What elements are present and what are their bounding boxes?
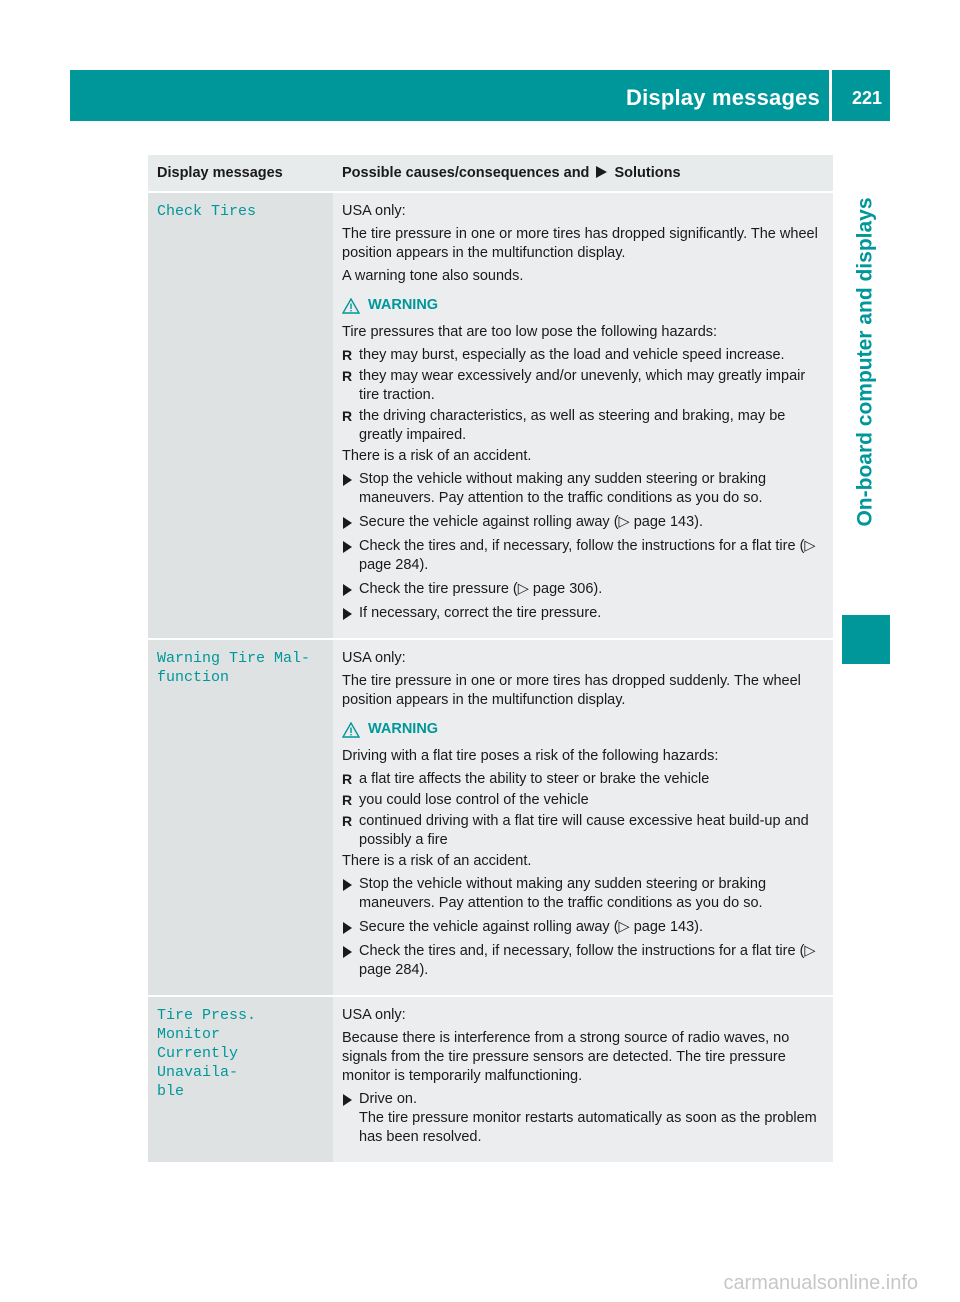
watermark: carmanualsonline.info [723, 1272, 918, 1294]
page-title: Display messages [626, 85, 820, 110]
page-number: 221 [851, 88, 882, 108]
table-row [148, 640, 833, 995]
step-arrow-icon [343, 584, 352, 596]
message-description: USA only: The tire pressure in one or more tires has dropped suddenly. The wheel position appears in the multifunction display. WARNING Driving with a flat tire poses a risk of the following hazards: R a flat tire affects the ability to steer or brake the vehicle R you could lose control of the vehicle R continued driving with a flat tire will cause excessive heat build-up and possibly a fire There is a risk of an accident. Stop the vehicle without making any sudden steering or braking maneuvers. Pay attention to the traffic conditions as you do so. Secure the vehicle against rolling away (▷ page 143). Check the tires and, if necessary, follow the instructions for a flat tire (▷ page 284). [333, 640, 833, 995]
display-message-code: Warning Tire Mal‐ function [148, 640, 333, 995]
col-header-causes-text: Possible causes/consequences and [342, 165, 590, 181]
step-arrow-icon [343, 608, 352, 620]
step-arrow-icon [343, 541, 352, 553]
list-item: Secure the vehicle against rolling away (▷ page 143). [342, 918, 827, 937]
warning-heading: WARNING [342, 720, 827, 739]
table-header-row [148, 155, 833, 191]
step-arrow-icon [343, 474, 352, 486]
hazard-list [342, 770, 827, 850]
arrow-icon [596, 166, 607, 178]
list-item: Stop the vehicle without making any sudden steering or braking maneuvers. Pay attention to the traffic conditions as you do so. [342, 470, 827, 508]
list-item: Check the tires and, if necessary, follow the instructions for a flat tire (▷ page 284). [342, 942, 827, 980]
hazard-list [342, 346, 827, 445]
warning-triangle-icon [342, 722, 360, 738]
list-item: Check the tire pressure (▷ page 306). [342, 580, 827, 599]
steps-list [342, 470, 827, 623]
list-item: R they may burst, especially as the load and vehicle speed increase. [342, 347, 785, 363]
step-arrow-icon [343, 946, 352, 958]
header-band [70, 70, 890, 121]
display-message-code: Tire Press. Monitor Currently Unavaila‐ ble [148, 997, 333, 1162]
step-arrow-icon [343, 922, 352, 934]
step-arrow-icon [343, 1094, 352, 1106]
list-item: R they may wear excessively and/or unevenly, which may greatly impair tire traction. [342, 368, 806, 403]
steps-list [342, 1090, 827, 1147]
steps-list [342, 875, 827, 980]
chapter-side-label-text: On-board computer and displays [854, 197, 877, 527]
step-arrow-icon [343, 517, 352, 529]
col-header-solutions-text: Solutions [614, 165, 681, 181]
warning-heading: WARNING [342, 296, 827, 315]
col-header-display-messages: Display messages [148, 155, 333, 191]
list-item: R continued driving with a flat tire will cause excessive heat build-up and possibly a fire [342, 813, 809, 848]
list-item: Secure the vehicle against rolling away (▷ page 143). [342, 513, 827, 532]
table-row [148, 193, 833, 638]
display-messages-table [148, 153, 833, 1164]
list-item: Stop the vehicle without making any sudden steering or braking maneuvers. Pay attention to the traffic conditions as you do so. [342, 875, 827, 913]
col-header-causes-solutions [333, 155, 833, 191]
display-message-code: Check Tires [148, 193, 333, 638]
chapter-marker [842, 615, 890, 664]
message-description: USA only: Because there is interference from a strong source of radio waves, no signals from the tire pressure sensors are detected. The tire pressure monitor is temporarily malfunctioning. Drive on. The tire pressure monitor restarts automatically as soon as the problem has been resolved. [333, 997, 833, 1162]
step-arrow-icon [343, 879, 352, 891]
list-item: Check the tires and, if necessary, follow the instructions for a flat tire (▷ page 284). [342, 537, 827, 575]
chapter-side-label [842, 131, 890, 593]
message-description: USA only: The tire pressure in one or more tires has dropped significantly. The wheel position appears in the multifunction display. A warning tone also sounds. WARNING Tire pressures that are too low pose the following hazards: R they may burst, especially as the load and vehicle speed increase. R they may wear excessively and/or unevenly, which may greatly impair tire traction. R the driving characteristics, as well as steering and braking, may be greatly impaired. There is a risk of an accident. Stop the vehicle without making any sudden steering or braking maneuvers. Pay attention to the traffic conditions as you do so. Secure the vehicle against rolling away (▷ page 143). Check the tires and, if necessary, follow the instructions for a flat tire (▷ page 284). Check the tire pressure (▷ page 306). If necessary, correct the tire pressure. [333, 193, 833, 638]
list-item: R a flat tire affects the ability to steer or brake the vehicle [342, 771, 710, 787]
header-divider [829, 70, 832, 121]
list-item: R you could lose control of the vehicle [342, 792, 589, 808]
list-item: Drive on. The tire pressure monitor restarts automatically as soon as the problem has been resolved. [342, 1090, 827, 1147]
table-row [148, 997, 833, 1162]
warning-triangle-icon [342, 298, 360, 314]
list-item: If necessary, correct the tire pressure. [342, 604, 827, 623]
list-item: R the driving characteristics, as well as steering and braking, may be greatly impaired. [342, 408, 786, 443]
